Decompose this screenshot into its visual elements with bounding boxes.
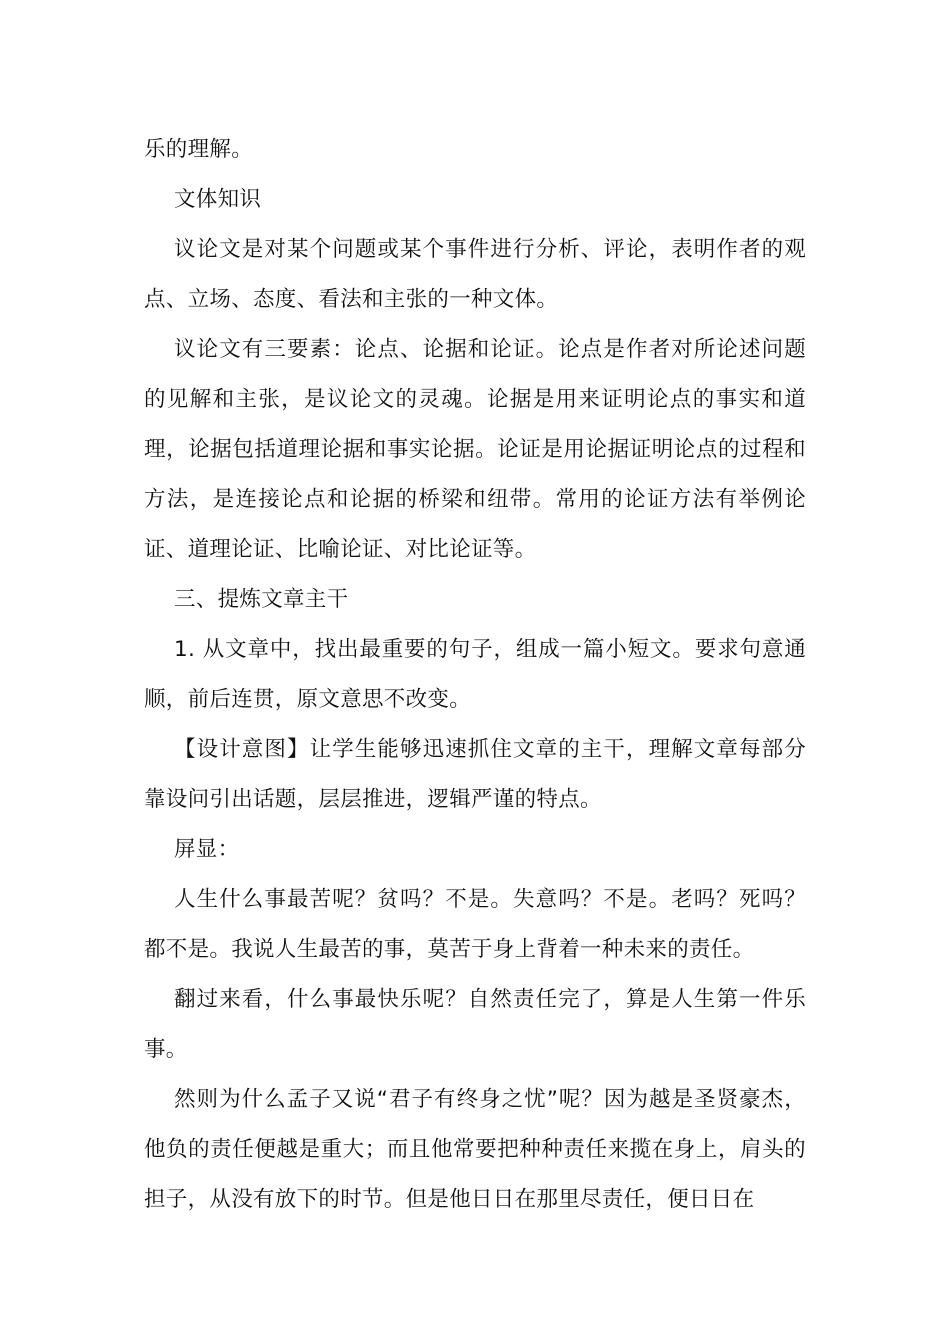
- section-heading-genre-knowledge: 文体知识: [174, 187, 262, 212]
- document-body: [144, 125, 806, 1225]
- paragraph-argumentative-definition: 议论文是对某个问题或某个事件进行分析、评论，表明作者的观点、立场、态度、看法和主张的一种文体。: [144, 237, 806, 312]
- section-heading-extract-main-idea: 三、提炼文章主干: [174, 587, 349, 612]
- quote-paragraph-3: 然则为什么孟子又说“君子有终身之忧”呢？因为越是圣贤豪杰，他负的责任便越是重大；而且他常要把种种责任来揽在身上，肩头的担子，从没有放下的时节。但是他日日在那里尽责任，便日日在: [144, 1087, 806, 1212]
- paragraph-task-1: 1. 从文章中，找出最重要的句子，组成一篇小短文。要求句意通顺，前后连贯，原文意思不改变。: [144, 637, 806, 712]
- paragraph-three-elements: 议论文有三要素：论点、论据和论证。论点是作者对所论述问题的见解和主张，是议论文的灵魂。论据是用来证明论点的事实和道理，论据包括道理论据和事实论据。论证是用论据证明论点的过程和方法，是连接论点和论据的桥梁和纽带。常用的论证方法有举例论证、道理论证、比喻论证、对比论证等。: [144, 337, 806, 562]
- paragraph-design-intent: 【设计意图】让学生能够迅速抓住文章的主干，理解文章每部分靠设问引出话题，层层推进，逻辑严谨的特点。: [144, 737, 806, 812]
- paragraph-continuation: 乐的理解。: [144, 137, 254, 162]
- quote-paragraph-1: 人生什么事最苦呢？贫吗？不是。失意吗？不是。老吗？死吗？都不是。我说人生最苦的事，莫苦于身上背着一种未来的责任。: [144, 887, 806, 962]
- label-screen-display: 屏显：: [174, 837, 240, 862]
- quote-paragraph-2: 翻过来看，什么事最快乐呢？自然责任完了，算是人生第一件乐事。: [144, 987, 806, 1062]
